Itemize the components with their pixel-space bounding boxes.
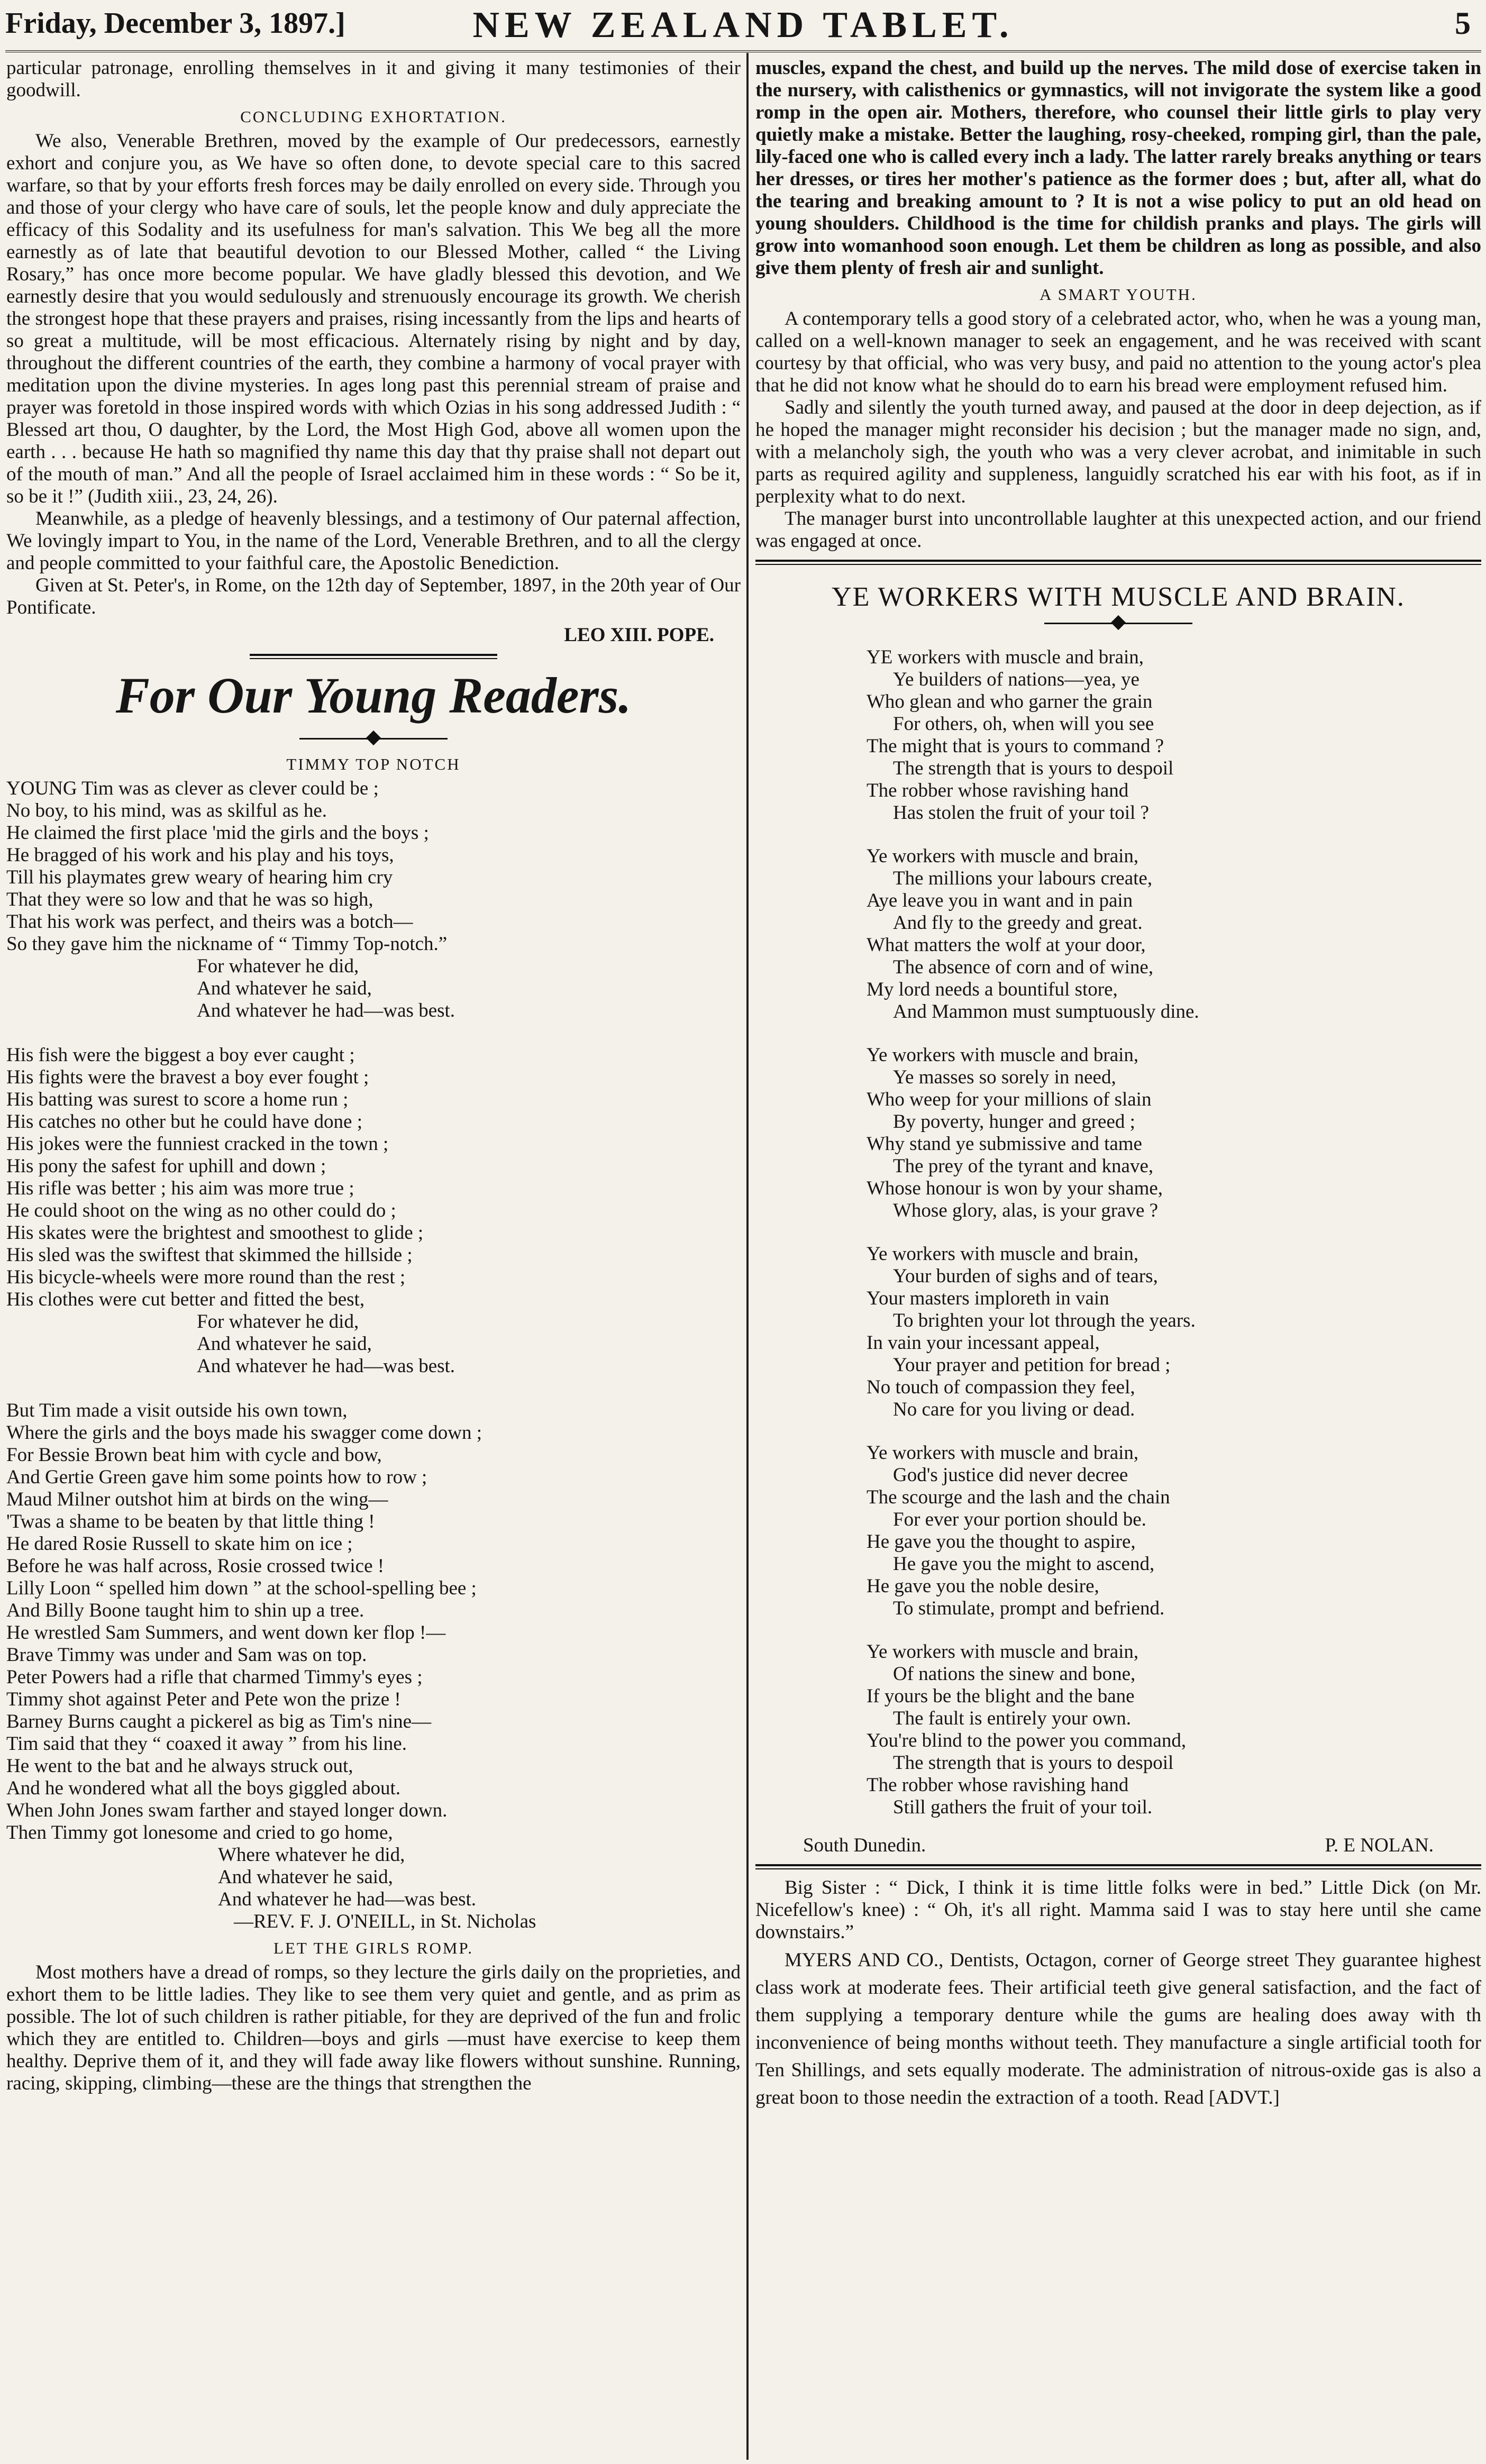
poem-line: Barney Burns caught a pickerel as big as Tim's nine— [6, 1711, 432, 1732]
poem-line: To brighten your lot through the years. [893, 1310, 1196, 1331]
poem-line: No touch of compassion they feel, [867, 1376, 1135, 1398]
right-column [755, 57, 1481, 2112]
poem-line: Your prayer and petition for bread ; [893, 1354, 1171, 1376]
timmy-poem [6, 778, 741, 1933]
poem-line: His catches no other but he could have done ; [6, 1111, 362, 1133]
poem-line: Maud Milner outshot him at birds on the wing— [6, 1489, 388, 1510]
poem-line: He claimed the first place 'mid the girls and the boys ; [6, 822, 429, 844]
refrain-line: And whatever he said, [197, 1333, 372, 1355]
pope-signature: LEO XIII. POPE. [564, 624, 714, 646]
poem-line: By poverty, hunger and greed ; [893, 1111, 1135, 1133]
poem-line: And Billy Boone taught him to shin up a tree. [6, 1600, 364, 1621]
poem-line: The millions your labours create, [893, 868, 1153, 889]
ornament-divider [299, 728, 448, 749]
poem-stanza [867, 1243, 1481, 1421]
poem-line: His pony the safest for uphill and down ; [6, 1155, 326, 1177]
poem-line: He gave you the might to ascend, [893, 1553, 1155, 1575]
poem-line: What matters the wolf at your door, [867, 934, 1146, 956]
timmy-heading: TIMMY TOP NOTCH [286, 755, 461, 773]
poem-line: Ye workers with muscle and brain, [867, 845, 1139, 867]
poem-line: That his work was perfect, and theirs was a botch— [6, 911, 413, 933]
poem-line: My lord needs a bountiful store, [867, 979, 1118, 1000]
poem-line: Where the girls and the boys made his swagger come down ; [6, 1422, 482, 1444]
poem-stanza [6, 778, 741, 1022]
poem-line: No care for you living or dead. [893, 1399, 1135, 1420]
poem-line: Lilly Loon “ spelled him down ” at the school-spelling bee ; [6, 1577, 477, 1599]
poem-line: Ye masses so sorely in need, [893, 1066, 1116, 1088]
poem-stanza [867, 1044, 1481, 1222]
poem-line: To stimulate, prompt and befriend. [893, 1598, 1165, 1619]
advertiser-name: MYERS AND CO., [785, 1949, 944, 1971]
poem-line: For Bessie Brown beat him with cycle and bow, [6, 1444, 382, 1466]
poem-line: The fault is entirely your own. [893, 1708, 1132, 1729]
poem-line: His bicycle-wheels were more round than the rest ; [6, 1266, 406, 1288]
romp-heading: LET THE GIRLS ROMP. [274, 1939, 473, 1957]
poem-stanza [867, 1442, 1481, 1620]
poem-line: Aye leave you in want and in pain [867, 890, 1133, 911]
poem-line: YOUNG Tim was as clever as clever could be ; [6, 778, 379, 799]
section-divider [250, 654, 497, 659]
stanza-lines [6, 778, 741, 955]
stanza-lines [6, 1400, 741, 1844]
poem-line: The strength that is yours to despoil [893, 758, 1174, 779]
poem-stanza [867, 845, 1481, 1023]
poem-line: The robber whose ravishing hand [867, 780, 1129, 801]
poem-line: Your masters imploreth in vain [867, 1288, 1109, 1309]
poem-line: Till his playmates grew weary of hearing him cry [6, 866, 393, 888]
poem-line: The might that is yours to command ? [867, 735, 1164, 757]
poem-line: His batting was surest to score a home run ; [6, 1089, 349, 1110]
section-divider [755, 560, 1481, 565]
poem-stanza [867, 646, 1481, 824]
dentist-advertisement [755, 1947, 1481, 2112]
young-readers-title: For Our Young Readers. [115, 667, 632, 724]
poem-line: Who weep for your millions of slain [867, 1089, 1152, 1110]
poem-line: YE workers with muscle and brain, [867, 646, 1144, 668]
poem-line: No boy, to his mind, was as skilful as he. [6, 800, 327, 822]
poem-line: Ye workers with muscle and brain, [867, 1044, 1139, 1066]
joke-paragraph: Big Sister : “ Dick, I think it is time little folks were in bed.” Little Dick (on Mr. Nicefellow's knee) : “ Oh, it's all right. Mamma said I was to stay here until she came downstairs.” [755, 1877, 1481, 1943]
poem-line: The strength that is yours to despoil [893, 1752, 1174, 1774]
poem-line: His clothes were cut better and fitted the best, [6, 1289, 365, 1310]
poem-line: Then Timmy got lonesome and cried to go home, [6, 1822, 393, 1844]
exhortation-heading: CONCLUDING EXHORTATION. [240, 107, 507, 126]
poem-line: When John Jones swam farther and stayed longer down. [6, 1800, 448, 1821]
poem-line: God's justice did never decree [893, 1464, 1128, 1486]
poem-line: And he wondered what all the boys giggled about. [6, 1777, 400, 1799]
refrain-line: For whatever he did, [197, 1311, 359, 1333]
poem-line: He went to the bat and he always struck out, [6, 1755, 353, 1777]
ornament-divider [1044, 613, 1192, 634]
given-at-paragraph: Given at St. Peter's, in Rome, on the 12th day of September, 1897, in the 20th year of Our Pontificate. [6, 574, 741, 618]
poem-line: Before he was half across, Rosie crossed twice ! [6, 1555, 385, 1577]
poem-line: Brave Timmy was under and Sam was on top. [6, 1644, 367, 1666]
poem-line: He gave you the thought to aspire, [867, 1531, 1136, 1553]
poem-line: He wrestled Sam Summers, and went down ker flop !— [6, 1622, 446, 1644]
page-number: 5 [1455, 6, 1471, 41]
benediction-paragraph: Meanwhile, as a pledge of heavenly blessings, and a testimony of Our paternal affection, We lovingly impart to You, in the name of the Lord, Venerable Brethren, and to all the clergy and people committed to your faithful care, the Apostolic Benediction. [6, 508, 741, 574]
poem-line: Ye workers with muscle and brain, [867, 1641, 1139, 1663]
advertisement-text: Dentists, Octagon, corner of George street They guarantee highest class work at moderate fees. Their artificial teeth give general satisfaction, and the fact of them supplying a temporary denture while the gums are healing does away with th inconvenience of being months without teeth. They manufacture a single artificial tooth for Ten Shillings, and sets equally moderate. The administration of nitrous-oxide gas is also a great boon to those needin the extraction of a tooth. Read [ADVT.] [755, 1949, 1482, 2109]
poem-line: Why stand ye submissive and tame [867, 1133, 1142, 1155]
poem-line: If yours be the blight and the bane [867, 1685, 1135, 1707]
poem-line: Has stolen the fruit of your toil ? [893, 802, 1149, 824]
poem-attribution: —REV. F. J. O'NEILL, in St. Nicholas [234, 1911, 536, 1932]
poem-line: Peter Powers had a rifle that charmed Timmy's eyes ; [6, 1666, 423, 1688]
refrain-line: And whatever he had—was best. [197, 1000, 455, 1021]
poem-line: Who glean and who garner the grain [867, 691, 1153, 713]
poem-line: Whose glory, alas, is your grave ? [893, 1200, 1159, 1221]
poem-line: Ye workers with muscle and brain, [867, 1243, 1139, 1265]
page-header [5, 0, 1481, 52]
refrain-line: And whatever he had—was best. [218, 1888, 477, 1910]
poem-line: His fights were the bravest a boy ever fought ; [6, 1066, 369, 1088]
romp-continued: muscles, expand the chest, and build up the nerves. The mild dose of exercise taken in the nursery, with calisthenics or gymnastics, will not invigorate the system like a good romp in the open air. Mothers, therefore, who counsel their little girls to play very quietly make a mistake. Better the laughing, rosy-cheeked, romping girl, than the pale, lily-faced one who is called every inch a lady. The latter rarely breaks anything or tears her dresses, or tires her mother's patience as the former does ; but, after all, what do the tearing and breaking amount to ? It is not a wise policy to put an old head on young shoulders. Childhood is the time for childish pranks and plays. The girls will grow into womanhood soon enough. Let them be children as long as possible, and also give them plenty of fresh air and sunlight. [755, 57, 1481, 279]
refrain-line: And whatever he had—was best. [197, 1355, 455, 1377]
youth-paragraph: The manager burst into uncontrollable laughter at this unexpected action, and our friend was engaged at once. [755, 508, 1481, 552]
masthead-title: NEW ZEALAND TABLET. [472, 5, 1014, 45]
poem-line: The robber whose ravishing hand [867, 1774, 1129, 1796]
youth-paragraph: A contemporary tells a good story of a celebrated actor, who, when he was a young man, called on a well-known manager to seek an engagement, and he was received with scant courtesy by that official, who was very busy, and paid no attention to the young actor's plea that he did not know what he should do to earn his bread were employment refused him. [755, 308, 1481, 396]
refrain-line: And whatever he said, [218, 1866, 393, 1888]
poem-line: You're blind to the power you command, [867, 1730, 1187, 1751]
workers-poem-title: YE WORKERS WITH MUSCLE AND BRAIN. [832, 582, 1405, 612]
poem-line: Tim said that they “ coaxed it away ” from his line. [6, 1733, 407, 1755]
poem-line: His sled was the swiftest that skimmed the hillside ; [6, 1244, 413, 1266]
poem-line: Still gathers the fruit of your toil. [893, 1796, 1153, 1818]
poem-line: Ye workers with muscle and brain, [867, 1442, 1139, 1464]
poem-line: And fly to the greedy and great. [893, 912, 1143, 934]
poem-line: 'Twas a shame to be beaten by that little thing ! [6, 1511, 375, 1532]
poem-line: He bragged of his work and his play and his toys, [6, 844, 394, 866]
poem-stanza [6, 1400, 741, 1933]
column-rule [746, 53, 749, 2460]
poem-line: So they gave him the nickname of “ Timmy Top-notch.” [6, 933, 448, 955]
issue-date: Friday, December 3, 1897.] [5, 7, 345, 40]
poem-line: He gave you the noble desire, [867, 1575, 1099, 1597]
poem-author: P. E NOLAN. [1325, 1835, 1434, 1856]
poem-line: That they were so low and that he was so high, [6, 889, 373, 910]
refrain-line: Where whatever he did, [218, 1844, 405, 1866]
opening-paragraph: particular patronage, enrolling themselves in it and giving it many testimonies of their goodwill. [6, 57, 741, 101]
exhortation-paragraph: We also, Venerable Brethren, moved by the example of Our predecessors, earnestly exhort and conjure you, as We have so often done, to devote special care to this sacred warfare, so that by your efforts fresh forces may be daily enrolled on every side. Through you and those of your clergy who have care of souls, let the people know and duly appreciate the efficacy of this Sodality and its usefulness for man's salvation. This We beg all the more earnestly as of late that beautiful devotion to our Blessed Mother, called “ the Living Rosary,” has once more become popular. We have gladly blessed this devotion, and We earnestly desire that you would sedulously and strenuously encourage its growth. We cherish the strongest hope that these prayers and praises, rising incessantly from the lips and hearts of so great a multitude, will be most efficacious. Alternately rising by night and by day, throughout the different countries of the earth, they combine a harmony of vocal prayer with meditation upon the divine mysteries. In ages long past this perennial stream of praise and prayer was foretold in those inspired words with which Ozias in his song addressed Judith : “ Blessed art thou, O daughter, by the Lord, the Most High God, above all women upon the earth . . . because He hath so magnified thy name this day that thy praise shall not depart out of the mouth of man.” And all the people of Israel acclaimed him in these words : “ So be it, so be it !” (Judith xiii., 23, 24, 26). [6, 130, 741, 507]
poem-line: His jokes were the funniest cracked in the town ; [6, 1133, 389, 1155]
section-divider [755, 1864, 1481, 1869]
romp-paragraph: Most mothers have a dread of romps, so they lecture the girls daily on the proprieties, and exhort them to be little ladies. They like to see them very quiet and gentle, and as prim as possible. The lot of such children is rather pitiable, for they are deprived of the fun and frolic which they are entitled to. Children—boys and girls —must have exercise to keep them healthy. Deprive them of it, and they will fade away like flowers without sunshine. Running, racing, skipping, climbing—these are the things that strengthen the [6, 1961, 741, 2094]
poem-line: His skates were the brightest and smoothest to glide ; [6, 1222, 424, 1244]
refrain-line: And whatever he said, [197, 978, 372, 999]
poem-line: The scourge and the lash and the chain [867, 1486, 1170, 1508]
poem-line: Your burden of sighs and of tears, [893, 1265, 1158, 1287]
poem-line: His rifle was better ; his aim was more true ; [6, 1178, 354, 1199]
poem-line: The prey of the tyrant and knave, [893, 1155, 1154, 1177]
poem-line: Ye builders of nations—yea, ye [893, 669, 1139, 690]
poem-stanza [867, 1641, 1481, 1819]
poem-line: For others, oh, when will you see [893, 713, 1154, 735]
poem-line: His fish were the biggest a boy ever caught ; [6, 1044, 355, 1066]
poem-line: Of nations the sinew and bone, [893, 1663, 1136, 1685]
poem-line: He could shoot on the wing as no other could do ; [6, 1200, 396, 1221]
refrain-line: For whatever he did, [197, 955, 359, 977]
poem-attribution [755, 1835, 1481, 1857]
poem-stanza [6, 1044, 741, 1377]
poem-line: Timmy shot against Peter and Pete won the prize ! [6, 1689, 401, 1710]
poem-line: The absence of corn and of wine, [893, 956, 1154, 978]
poem-line: He dared Rosie Russell to skate him on ice ; [6, 1533, 353, 1555]
workers-poem [755, 646, 1481, 1819]
poem-line: And Mammon must sumptuously dine. [893, 1001, 1199, 1023]
left-column [6, 57, 741, 2095]
poem-line: Whose honour is won by your shame, [867, 1178, 1163, 1199]
youth-heading: A SMART YOUTH. [1040, 285, 1197, 304]
poem-line: In vain your incessant appeal, [867, 1332, 1100, 1354]
stanza-lines [6, 1044, 741, 1311]
youth-paragraph: Sadly and silently the youth turned away, and paused at the door in deep dejection, as if he hoped the manager might reconsider his decision ; but the manager made no sign, and, with a melancholy sigh, the youth who was a very clever acrobat, and inimitable in such parts as required agility and suppleness, languidly scratched his ear with his foot, as if in perplexity what to do next. [755, 397, 1481, 507]
poem-line: For ever your portion should be. [893, 1509, 1146, 1530]
poem-line: And Gertie Green gave him some points how to row ; [6, 1466, 427, 1488]
poem-place: South Dunedin. [803, 1835, 926, 1856]
poem-line: But Tim made a visit outside his own town, [6, 1400, 348, 1421]
